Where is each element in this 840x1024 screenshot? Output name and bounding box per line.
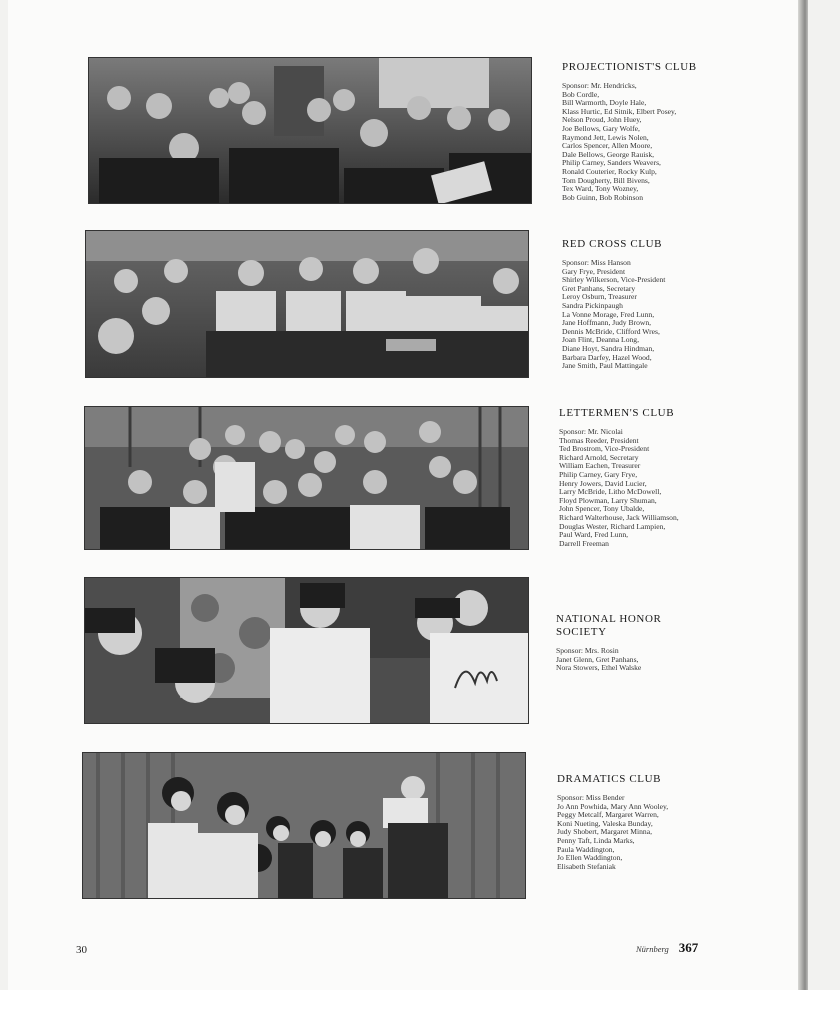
roster-list <box>562 82 802 202</box>
national-honor-society-photo <box>84 577 529 724</box>
roster-line: Sponsor: Miss Hanson <box>562 258 631 267</box>
page-number-right: 367 <box>678 940 699 955</box>
roster-line: Sponsor: Mr. Nicolai <box>559 427 623 436</box>
roster-line: Philip Carney, Sanders Weavers, <box>562 158 661 168</box>
roster-line: Bill Warmorth, Doyle Hale, <box>562 98 647 108</box>
dramatics-club-photo <box>82 752 526 899</box>
roster-line: La Vonne Morage, Fred Lunn, <box>562 309 655 319</box>
club-table-photo-icon <box>86 231 528 377</box>
lettermens-club-caption <box>559 407 799 548</box>
roster-line: Bob Cordle, <box>562 89 600 99</box>
roster-line: Floyd Plowman, Larry Shuman, <box>559 495 657 505</box>
roster-list <box>556 647 796 673</box>
roster-line: Jo Ann Powhida, Mary Ann Wooley, <box>557 801 669 811</box>
national-honor-society-caption <box>556 613 796 673</box>
roster-list <box>559 428 799 548</box>
dramatics-club-caption <box>557 773 797 871</box>
roster-line: Dennis McBride, Clifford Wres, <box>562 326 660 336</box>
roster-line: Shirley Wilkerson, Vice-President <box>562 275 666 285</box>
roster-list <box>557 794 797 871</box>
roster-line: William Eachen, Treasurer <box>559 461 641 471</box>
roster-line: Douglas Wester, Richard Lampien, <box>559 521 666 531</box>
roster-line: Leroy Osburn, Treasurer <box>562 292 637 302</box>
roster-line: Gret Panhans, Secretary <box>562 283 636 293</box>
roster-line: Paula Waddington, <box>557 844 615 854</box>
red-cross-club-photo <box>85 230 529 378</box>
roster-line: Sponsor: Miss Bender <box>557 793 625 802</box>
roster-line: Nelson Proud, John Huey, <box>562 115 642 125</box>
roster-line: Thomas Reeder, President <box>559 435 639 445</box>
roster-line: Bob Guinn, Bob Robinson <box>562 192 644 202</box>
roster-line: Sponsor: Mrs. Rosin <box>556 646 619 655</box>
roster-line: Sponsor: Mr. Hendricks, <box>562 81 637 90</box>
projectionists-club-photo <box>88 57 532 204</box>
roster-line: Sandra Pickinpaugh <box>562 300 623 310</box>
section-title: LETTERMEN'S CLUB <box>559 407 675 419</box>
roster-line: Raymond Jett, Lewis Nolen, <box>562 132 649 142</box>
roster-line: Tom Dougherty, Bill Bivens, <box>562 175 650 185</box>
club-group-photo-icon <box>85 407 528 549</box>
roster-list <box>562 259 802 371</box>
roster-line: Penny Taft, Linda Marks, <box>557 835 635 845</box>
projectionists-club-caption <box>562 61 802 202</box>
roster-line: Judy Shobert, Margaret Minna, <box>557 827 652 837</box>
roster-line: Koni Nueting, Valeska Bunday, <box>557 818 653 828</box>
roster-line: Richard Walterhouse, Jack Williamson, <box>559 512 679 522</box>
club-stage-photo-icon <box>83 753 525 898</box>
club-group-photo-icon <box>89 58 531 203</box>
section-title: PROJECTIONIST'S CLUB <box>562 61 697 73</box>
roster-line: Darrell Freeman <box>559 538 609 548</box>
roster-line: Nora Stowers, Ethel Walske <box>556 663 642 673</box>
page-footer <box>636 939 698 957</box>
scan-margin <box>0 990 840 1024</box>
roster-line: Jane Hoffmann, Judy Brown, <box>562 318 652 328</box>
roster-line: Richard Arnold, Secretary <box>559 452 639 462</box>
roster-line: Carlos Spencer, Allen Moore, <box>562 141 653 151</box>
roster-line: Joan Flint, Deanna Long, <box>562 335 639 345</box>
section-title: DRAMATICS CLUB <box>557 773 662 785</box>
roster-line: Klass Hurtic, Ed Sitnik, Elbert Posey, <box>562 106 677 116</box>
section-title: NATIONAL HONOR SOCIETY <box>556 613 662 638</box>
lettermens-club-photo <box>84 406 529 550</box>
roster-line: Janet Glenn, Gret Panhans, <box>556 654 639 664</box>
roster-line: Jo Ellen Waddington, <box>557 853 623 863</box>
roster-line: Ronald Couterier, Rocky Kulp, <box>562 166 657 176</box>
roster-line: Ted Brostrom, Vice-President <box>559 444 650 454</box>
roster-line: Joe Bellows, Gary Wolfe, <box>562 123 640 133</box>
roster-line: Larry McBride, Litho McDowell, <box>559 487 662 497</box>
roster-line: John Spencer, Tony Ubalde, <box>559 504 645 514</box>
roster-line: Barbara Darfey, Hazel Wood, <box>562 352 652 362</box>
roster-line: Tex Ward, Tony Wozney, <box>562 184 639 194</box>
school-name: Nürnberg <box>636 944 669 954</box>
section-title: RED CROSS CLUB <box>562 238 663 250</box>
roster-line: Paul Ward, Fred Lunn, <box>559 530 629 540</box>
roster-line: Gary Frye, President <box>562 266 626 276</box>
page-number-left: 30 <box>76 944 87 956</box>
roster-line: Jane Smith, Paul Mattingale <box>562 361 648 371</box>
roster-line: Peggy Metcalf, Margaret Warren, <box>557 810 659 820</box>
roster-line: Henry Jowers, David Lucier, <box>559 478 647 488</box>
roster-line: Elisabeth Stefaniak <box>557 861 616 871</box>
roster-line: Dale Bellows, George Rauisk, <box>562 149 655 159</box>
roster-line: Diane Hoyt, Sandra Hindman, <box>562 343 655 353</box>
club-candid-photo-icon <box>85 578 528 723</box>
roster-line: Philip Carney, Gary Frye, <box>559 469 638 479</box>
red-cross-club-caption <box>562 238 802 371</box>
